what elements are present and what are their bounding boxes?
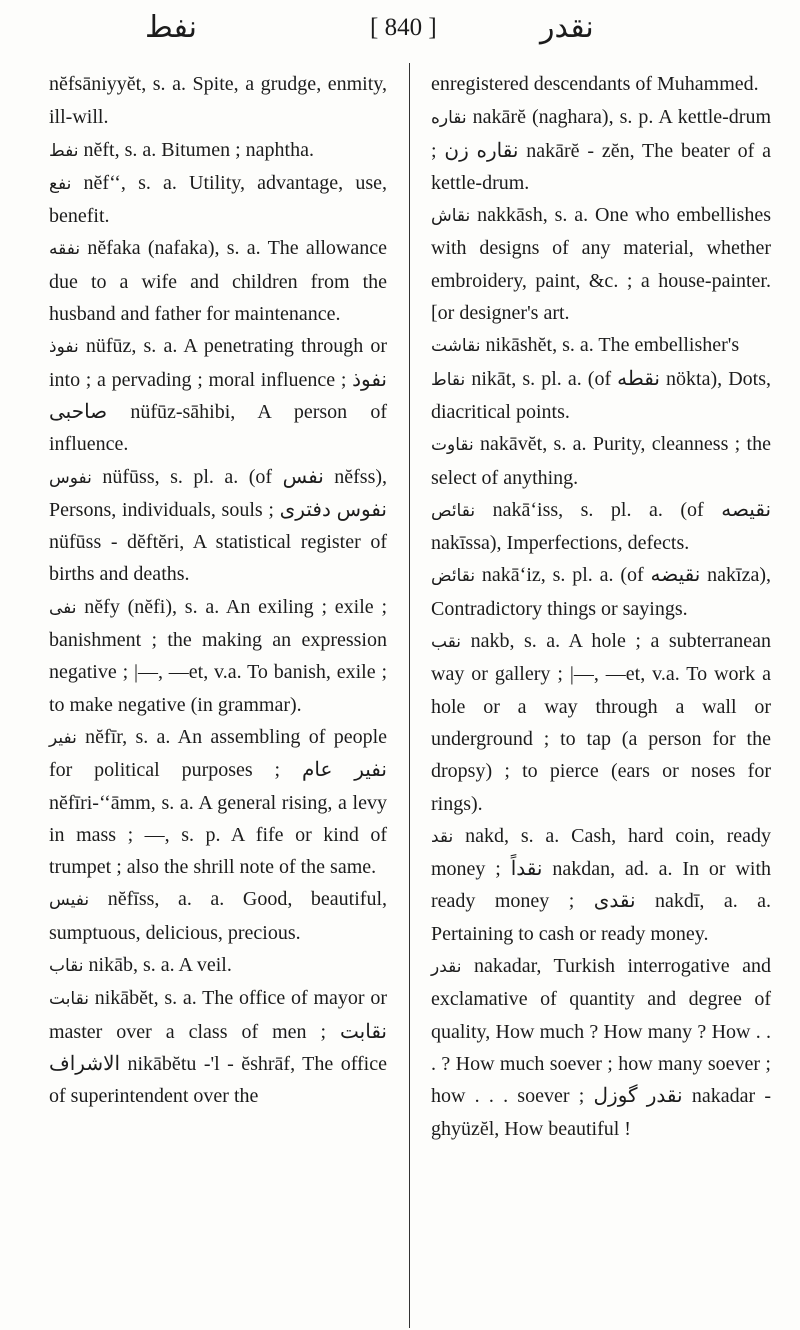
entry: نفیس nĕfīss, a. a. Good, beautiful, sumptuous, delicious, precious. [49,888,388,944]
entry: نقاش nakkāsh, s. a. One who embellishes with designs of any material, whether embroidery, paint, &c. ; a house-painter. [or designer's art. [431,204,771,325]
entry: نفع nĕf‘‘, s. a. Utility, advantage, use, benefit. [49,171,388,228]
header-left-word: نفط [145,10,198,45]
entry: نفوس nüfūss, s. pl. a. (of نفس nĕfss), Persons, individuals, souls ; نفوس دفتری nüfūss - dĕftĕri, A statistical register of births and deaths. [49,465,388,586]
entry: نقد nakd, s. a. Cash, hard coin, ready money ; نقداً nakdan, ad. a. In or with ready money ; نقدی nakdī, a. a. Pertaining to cash or ready money. [431,824,772,945]
header-right-word: نقدر [540,10,594,45]
left-column [49,68,387,1113]
entry: نفوذ nüfūz, s. a. A penetrating through or into ; a pervading ; moral influence ; نفوذ صاحبی nüfūz-sāhibi, A person of influence. [49,335,387,456]
column-divider [409,63,410,1328]
entry: نقاره nakārĕ (naghara), s. p. A kettle-drum ; نقاره زن nakārĕ - zĕn, The beater of a kettle-drum. [431,106,771,194]
entry: نفی nĕfy (nĕfi), s. a. An exiling ; exile ; banishment ; the making an expression negative ; |—, —et, v.a. To banish, exile ; to make negative (in grammar). [49,595,387,716]
right-column [431,68,771,1145]
entry: نفیر nĕfīr, s. a. An assembling of people for political purposes ; نفیر عام nĕfīri-‘‘āmm, s. a. A general rising, a levy in mass ; —, s. p. A fife or kind of trumpet ; also the shrill note of the same. [49,725,388,879]
running-header [0,10,800,50]
entry: نقدر nakadar, Turkish interrogative and exclamative of quantity and degree of quality, How much ? How many ? How . . . ? How much soever ; how many soever ; how . . . soever ; نقدر گوزل nakadar - ghyüzĕl, How beautiful ! [431,955,772,1140]
entry: نقاوت nakāvĕt, s. a. Purity, cleanness ; the select of anything. [431,433,771,489]
entry: نقب nakb, s. a. A hole ; a subterranean way or gallery ; |—, —et, v.a. To work a hole or a way through a wall or underground ; to tap (a person for the dropsy) ; to pierce (ears or noses for rings). [431,630,772,815]
entry: نقائص nakā‘iss, s. pl. a. (of نقیصه nakīssa), Imperfections, defects. [431,498,772,555]
entry: enregistered descendants of Muhammed. [431,73,759,95]
entry: نقاب nikāb, s. a. A veil. [49,954,232,977]
entry: نقابت nikābĕt, s. a. The office of mayor or master over a class of men ; نقابت الاشراف nikābĕtu -'l - ĕshrāf, The office of superintendent over the [49,987,387,1108]
entry: نفقه nĕfaka (nafaka), s. a. The allowance due to a wife and children from the husband and father for maintenance. [49,237,387,326]
entry: نفط nĕft, s. a. Bitumen ; naphtha. [49,138,314,161]
page-number: [ 840 ] [370,14,437,41]
entry: nĕfsāniyyĕt, s. a. Spite, a grudge, enmity, ill-will. [49,73,387,129]
entry: نقاشت nikāshĕt, s. a. The embellisher's [431,334,740,357]
entry: نقائض nakā‘iz, s. pl. a. (of نقیضه nakīza), Contradictory things or sayings. [431,564,771,620]
entry: نقاط nikāt, s. pl. a. (of نقطه nökta), Dots, diacritical points. [431,367,771,423]
